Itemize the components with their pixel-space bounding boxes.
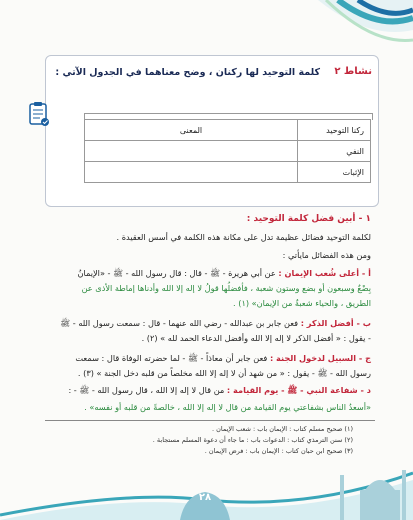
activity-badge: نشاط ٢: [334, 66, 372, 77]
virtue-c-label: ج - السبيل لدخول الجنة :: [269, 353, 371, 363]
virtue-c-quote: رسول الله - ﷺ - يقول : « من شهد أن لا إله إلا الله مخلصاً من قلبه دخل الجنة » (٣) .: [77, 368, 371, 378]
col-header-meaning: المعنى: [85, 120, 298, 141]
virtue-b: [60, 318, 371, 328]
section-heading: ١ - أبين فضل كلمة التوحيد :: [246, 214, 371, 224]
virtue-d: [68, 385, 371, 395]
intro-text: لكلمة التوحيد فضائل عظيمة تدل على مكانة هذه الكلمة في أسس العقيدة .: [116, 232, 371, 242]
virtue-d-quote: «أسعدُ الناس بشفاعتي يوم القيامة من قال لا إله إلا الله ، خالصةً من قلبه أو نفسه» .: [84, 402, 371, 412]
row-label-affirmation: الإثبات: [298, 162, 371, 183]
col-header-pillars: ركنا التوحيد: [298, 120, 371, 141]
footnote-1: (١) صحيح مسلم كتاب : الإيمان باب : شعب الإيمان .: [211, 425, 353, 433]
page-number: ٢٨: [198, 492, 212, 503]
activity-box: [45, 55, 379, 207]
footnote-3: (٣) صحيح ابن حبان كتاب : الإيمان باب : فرض الإيمان .: [204, 447, 353, 455]
virtue-a-text: عن أبي هريرة - ﷺ - قال : قال رسول الله - ﷺ - «الإيمانُ: [77, 268, 276, 278]
table-row: [85, 141, 371, 162]
virtue-b-text: فعن جابر بن عبدالله - رضي الله عنهما - قال : سمعت رسول الله - ﷺ: [60, 318, 299, 328]
activity-title: كلمة التوحيد لها ركنان ، وضح معناهما في الجدول الآتي :: [55, 67, 320, 78]
footnote-separator: [45, 420, 375, 421]
activity-table: [84, 119, 371, 183]
clipboard-icon: [28, 101, 50, 127]
virtue-a-label: أ - أعلى شُعب الإيمان :: [278, 268, 371, 278]
answer-cell[interactable]: [85, 141, 298, 162]
table-header-row: [85, 120, 371, 141]
intro-text-2: ومن هذه الفضائل مايأتي :: [282, 250, 371, 260]
virtue-c: [75, 353, 371, 363]
row-label-negation: النفي: [298, 141, 371, 162]
table-row: [85, 162, 371, 183]
virtue-c-text: فعن جابر أن معاذاً - ﷺ - لما حضرته الوفاة قال : سمعت: [75, 353, 268, 363]
virtue-d-label: د - شفاعة النبي - ﷺ - يوم القيامة :: [226, 385, 371, 395]
virtue-a-quote-2: الطريق ، والحياء شعبةٌ من الإيمان» (١) .: [233, 298, 371, 308]
virtue-b-quote: - يقول : « أفضل الذكر لا إله إلا الله وأفضل الدعاء الحمد لله » (٢) .: [141, 333, 371, 343]
virtue-a: [77, 268, 371, 278]
virtue-a-quote-1: بِضْعٌ وسبعون أو بضع وستون شعبة ، فأفضلُها قولُ لا إله إلا الله وأدناها إماطة الأذى عن: [81, 283, 371, 293]
virtue-d-text: من قال لا إله إلا الله ، قال رسول الله - ﷺ - :: [68, 385, 225, 395]
bottom-ornament: [0, 455, 413, 520]
virtue-b-label: ب - أفضل الذكر :: [300, 318, 371, 328]
footnote-2: (٢) سنن الترمذي كتاب : الدعوات باب : ما جاء أن دعوة المسلم مستجابة .: [152, 436, 353, 444]
answer-cell[interactable]: [85, 162, 298, 183]
